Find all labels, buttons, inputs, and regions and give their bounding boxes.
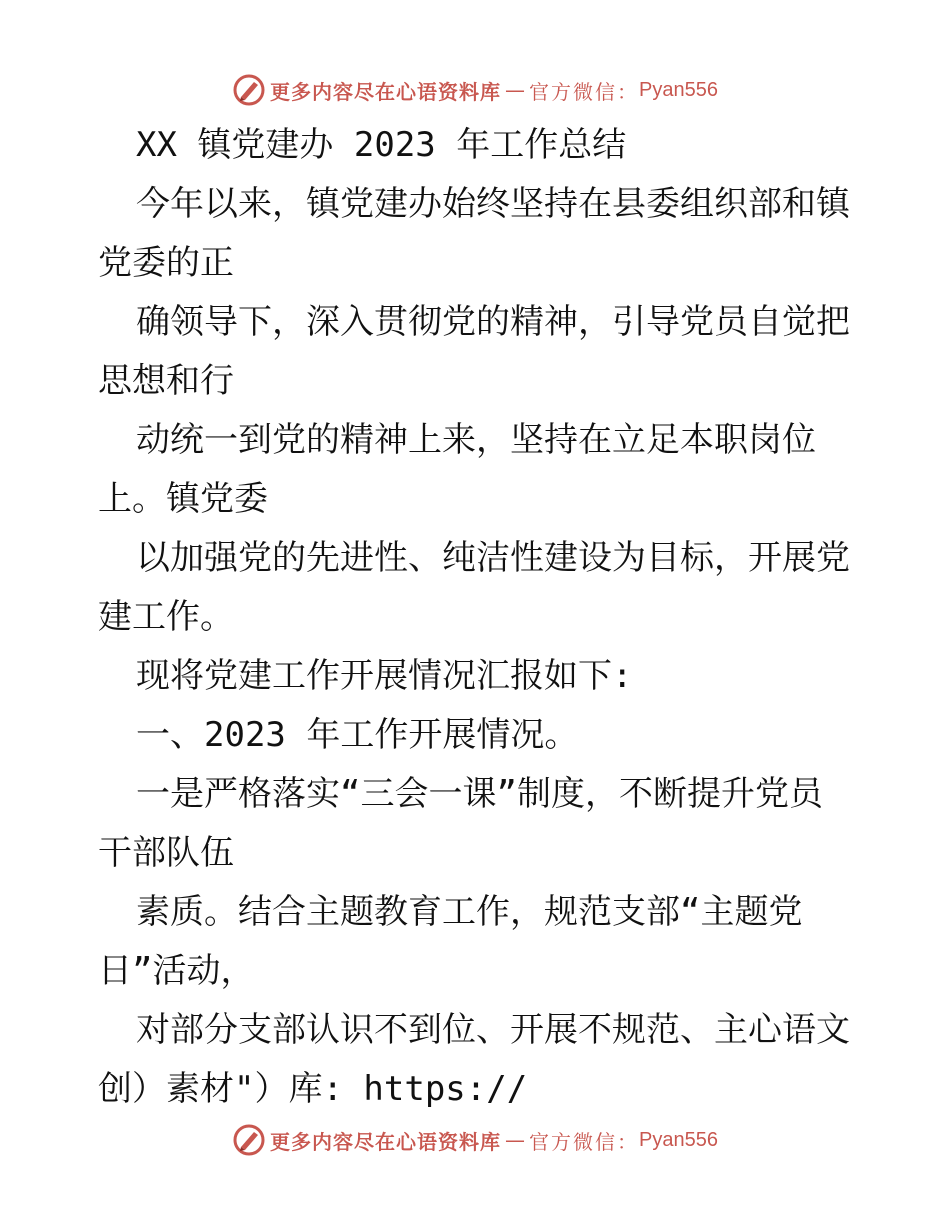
watermark-banner-bottom [0, 1120, 950, 1160]
text-line: 上。镇党委 [98, 479, 268, 519]
watermark-dash: — [505, 78, 526, 102]
text-line: 素质。结合主题教育工作，规范支部“主题党 [136, 892, 803, 932]
text-line: 一是严格落实“三会一课”制度，不断提升党员 [136, 774, 823, 814]
text-line: 思想和行 [98, 361, 234, 401]
text-line: 现将党建工作开展情况汇报如下: [136, 656, 633, 696]
document-title: XX 镇党建办 2023 年工作总结 [136, 125, 627, 165]
watermark-dash: — [505, 1128, 526, 1152]
watermark-wechat-id: Pyan556 [639, 78, 718, 101]
watermark-wechat-id: Pyan556 [639, 1128, 718, 1151]
text-line: 今年以来，镇党建办始终坚持在县委组织部和镇 [136, 184, 850, 224]
text-line: 建工作。 [98, 597, 234, 637]
watermark-text: 更多内容尽在心语资料库 [270, 79, 502, 104]
text-line: 动统一到党的精神上来，坚持在立足本职岗位 [136, 420, 816, 460]
pen-logo-icon [232, 1123, 266, 1157]
watermark-banner-top [0, 70, 950, 110]
watermark-official-label: 官方微信： [529, 79, 640, 104]
text-line: 对部分支部认识不到位、开展不规范、主心语文 [136, 1010, 850, 1050]
text-line: 创）素材"）库: https:// [98, 1069, 528, 1109]
text-line: 一、2023 年工作开展情况。 [136, 715, 579, 755]
watermark-official-label: 官方微信： [529, 1129, 640, 1154]
text-line: 干部队伍 [98, 833, 234, 873]
text-line: 党委的正 [98, 243, 234, 283]
watermark-text: 更多内容尽在心语资料库 [270, 1129, 502, 1154]
document-body [98, 116, 858, 1119]
text-line: 以加强党的先进性、纯洁性建设为目标，开展党 [136, 538, 850, 578]
text-line: 确领导下，深入贯彻党的精神，引导党员自觉把 [136, 302, 850, 342]
text-line: 日”活动， [98, 951, 255, 991]
pen-logo-icon [232, 73, 266, 107]
